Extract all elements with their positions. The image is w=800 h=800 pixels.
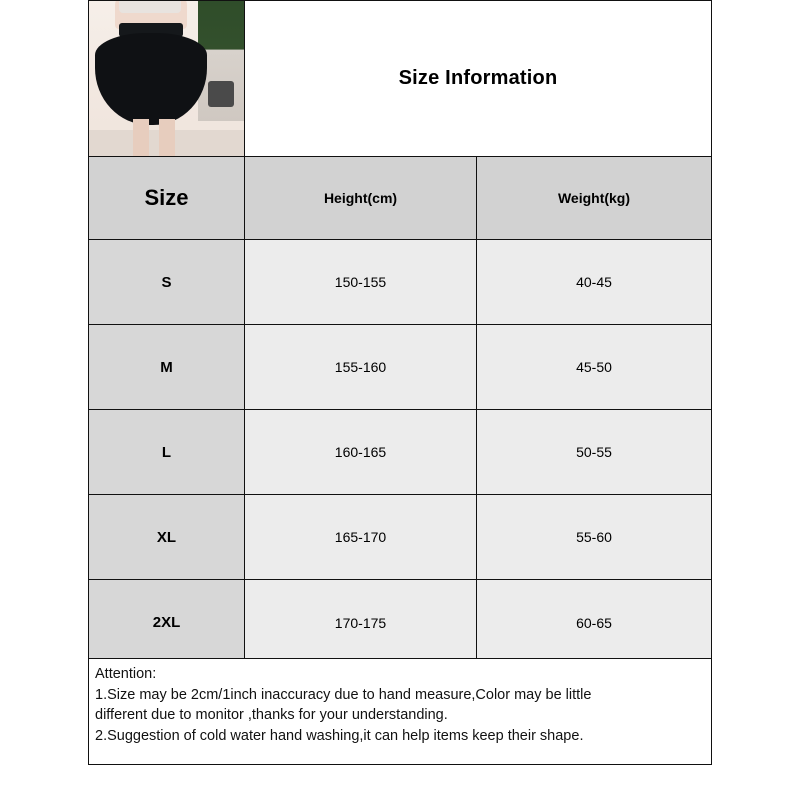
product-photo [89, 1, 245, 156]
table-row [89, 495, 711, 580]
cell-size-label: 2XL [152, 614, 181, 631]
model-leg-right [159, 119, 175, 156]
attention-line-1: 1.Size may be 2cm/1inch inaccuracy due to hand measure,Color may be little [95, 686, 592, 703]
cell-size-label: M [160, 358, 173, 376]
table-row [89, 240, 711, 325]
size-chart-table-container [88, 0, 712, 765]
column-header-size-label: Size [144, 185, 189, 210]
cell-height [245, 325, 477, 409]
cell-size [89, 325, 245, 409]
chart-header-row [89, 1, 711, 157]
cell-weight [477, 325, 711, 409]
table-header-row [89, 157, 711, 240]
cell-height-label: 165-170 [334, 529, 387, 545]
model-leg-left [133, 119, 149, 156]
cell-height-label: 160-165 [334, 444, 387, 460]
cell-height [245, 580, 477, 665]
attention-line-2: different due to monitor ,thanks for your understanding. [95, 707, 448, 723]
table-row [89, 580, 711, 665]
cell-weight-label: 50-55 [576, 444, 612, 460]
cell-weight [477, 580, 711, 665]
attention-heading: Attention: [95, 666, 157, 682]
attention-line-3: 2.Suggestion of cold water hand washing,it can help items keep their shape. [95, 727, 584, 744]
model-top [119, 1, 181, 13]
cell-height [245, 495, 477, 579]
column-header-weight [477, 157, 711, 239]
cell-weight [477, 240, 711, 324]
column-header-weight-label: Weight(kg) [557, 190, 631, 206]
table-row [89, 325, 711, 410]
cell-height [245, 240, 477, 324]
cell-size [89, 240, 245, 324]
table-row [89, 410, 711, 495]
column-header-size [89, 157, 245, 239]
cell-size [89, 410, 245, 494]
cell-size [89, 495, 245, 579]
cell-height-label: 150-155 [334, 274, 387, 290]
cell-size-label: XL [156, 528, 177, 546]
cell-size-label: L [161, 443, 172, 461]
chart-title-cell [245, 1, 711, 156]
cell-weight [477, 410, 711, 494]
cell-height [245, 410, 477, 494]
cell-height-label: 155-160 [334, 359, 387, 375]
cell-height-label: 170-175 [334, 614, 387, 631]
cell-size [89, 580, 245, 665]
cell-size-label: S [161, 273, 172, 291]
cell-weight [477, 495, 711, 579]
page-title: Size Information [398, 67, 558, 89]
cell-weight-label: 60-65 [576, 614, 612, 631]
cell-weight-label: 45-50 [576, 359, 612, 375]
cell-weight-label: 40-45 [576, 274, 612, 290]
cell-weight-label: 55-60 [576, 529, 612, 545]
column-header-height-label: Height(cm) [323, 190, 398, 206]
attention-note [88, 658, 712, 765]
column-header-height [245, 157, 477, 239]
